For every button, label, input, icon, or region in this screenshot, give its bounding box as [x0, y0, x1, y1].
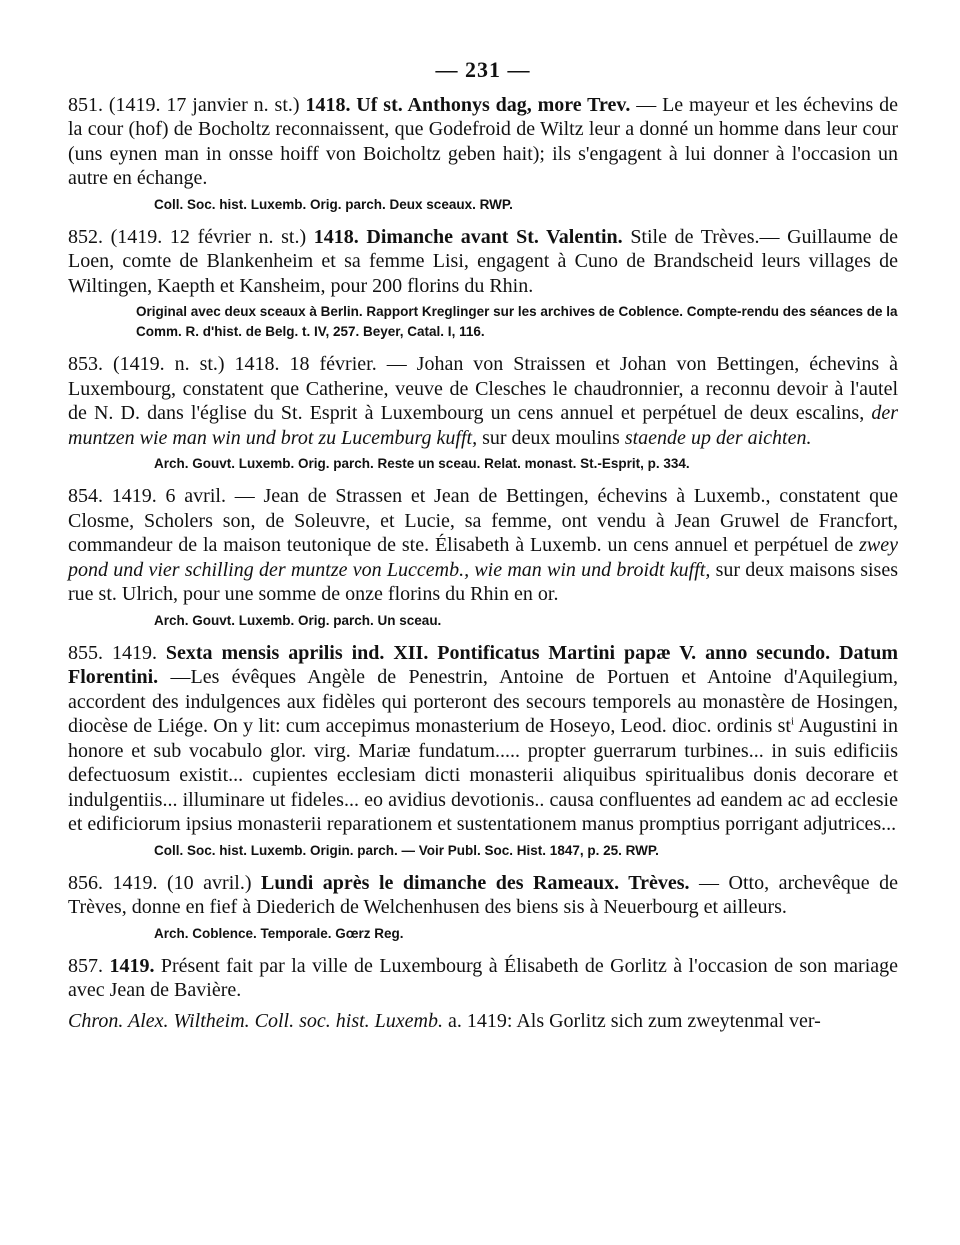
page-number: — 231 — — [435, 57, 531, 82]
document-page — [68, 58, 898, 1033]
entry-number: 851. — [68, 93, 103, 116]
entry-date: 1419. — [109, 954, 155, 977]
entry-body: — Le mayeur et les échevins de la cour (hof) de Bocholtz reconnaissent, que Godefroid de Wiltz leur a donné un homme dans leur cour (uns eynen man in onsse hoiff von Boicholtz geben hait); ils s'engagent à lui donner à l'occasion un autre en échange. — [68, 93, 899, 189]
entry-text — [68, 871, 898, 920]
entry-body-after: sur deux maisons sises rue st. Ulrich, pour une somme de onze florins du Rhin en or. — [68, 558, 898, 605]
entry-text — [68, 93, 898, 191]
entry-body: — Johan von Straissen et Johan von Bettingen, échevins à Luxembourg, constatent que Catherine, veuve de Clesches le chaudronnier, a reconnu devoir à l'autel de N. D. dans l'église du St. Esprit à Luxembourg un cens annuel et perpétuel de deux escalins, — [68, 353, 899, 424]
entry-number: 853. — [68, 353, 103, 375]
entry-body: —Les évêques Angèle de Penestrin, Antoine de Portuen et Antoine d'Aquilegium, accordent des indulgences aux fidèles qui porteront des secours temporels au monastère de Hosingen, diocèse de Liége. On y lit: cum accepimus monasterium de Hoseyo, Leod. dioc. ordinis st — [68, 666, 899, 737]
entry-852 — [68, 225, 898, 343]
entry-854 — [68, 484, 898, 631]
entry-heading: 1418. Uf st. Anthonys dag, more Trev. — [305, 93, 631, 116]
entry-date: (1419. n. st.) 1418. 18 février. — [112, 353, 377, 375]
entry-source: Coll. Soc. hist. Luxemb. Orig. parch. Deux sceaux. RWP. — [154, 196, 513, 212]
entry-851 — [68, 93, 898, 215]
entry-body: — Jean de Strassen et Jean de Bettingen, échevins à Luxemb., constatent que Closme, Scholers son, de Soleuvre, et Lucie, sa femme, ont vendu à Jean Gruwel de Francfort, commandeur de la maison teutonique de ste. Élisabeth à Luxemb. un cens annuel et perpétuel de — [68, 485, 899, 556]
entry-heading: Lundi après le dimanche des Rameaux. Trèves. — [261, 871, 690, 894]
entry-body: Stile de Trèves.— Guillaume de Loen, comte de Blankenheim et sa femme Lisi, engagent à Cuno de Brandscheid leurs villages de Wiltingen, Kaepth et Kansheim, pour 200 florins du Rhin. — [68, 225, 899, 297]
entry-body: — Otto, archevêque de Trèves, donne en fief à Diederich de Welchenhusen des biens sis à Neuerbourg et ailleurs. — [68, 871, 899, 918]
entry-date: (1419. 17 janvier n. st.) — [108, 93, 300, 116]
entry-heading: 1418. Dimanche avant St. Valentin. — [313, 225, 623, 248]
entry-number: 855. — [68, 641, 103, 664]
entry-text — [68, 225, 898, 299]
entry-number: 856. — [68, 871, 103, 894]
entry-source: Arch. Gouvt. Luxemb. Orig. parch. Un sceau. — [154, 612, 442, 628]
entry-heading: Sexta mensis aprilis ind. XII. Pontificatus Martini papæ V. anno secundo. Datum Florentini. — [68, 641, 898, 688]
entry-date: 1419. — [111, 641, 157, 664]
entry-body-middle: sur deux moulins — [482, 426, 620, 449]
entry-source: Arch. Gouvt. Luxemb. Orig. parch. Reste un sceau. Relat. monast. St.-Esprit, p. 334. — [154, 456, 690, 471]
entry-855 — [68, 641, 898, 861]
entry-number: 852. — [68, 225, 103, 248]
entry-date: 1419. 6 avril. — [111, 485, 226, 507]
entry-quote: zwey pond und vier schilling der muntze von Luccemb., wie man win und broidt kufft, — [68, 534, 898, 581]
entry-body: Présent fait par la ville de Luxembourg à Élisabeth de Gorlitz à l'occasion de son mariage avec Jean de Bavière. — [68, 954, 899, 1001]
entry-number: 857. — [68, 954, 103, 977]
entry-number: 854. — [68, 485, 103, 507]
entry-source: Arch. Coblence. Temporale. Gœrz Reg. — [154, 925, 404, 941]
entry-source: Coll. Soc. hist. Luxemb. Origin. parch. — Voir Publ. Soc. Hist. 1847, p. 25. RWP. — [154, 842, 659, 858]
entry-quote: staende up der aichten. — [624, 426, 812, 449]
entry-text — [68, 352, 898, 450]
entry-quote: der muntzen wie man win und brot zu Lucemburg kufft, — [68, 402, 899, 449]
chronicle-text: a. 1419: Als Gorlitz sich zum zweytenmal ver- — [447, 1009, 821, 1032]
entry-date: 1419. (10 avril.) — [112, 871, 252, 894]
entry-856 — [68, 871, 898, 944]
chronicle-quote-line — [68, 1009, 898, 1034]
entry-text — [68, 484, 898, 607]
entry-body-after: Augustini in honore et sub vocabulo glor. virg. Mariæ fundatum..... propter guerrarum turbines... in suis edificiis defectuosum existit... cupientes ecclesiam dicti monasterii aliquibus spiritualibus donis decorare et indulgentiis... illuminare ut fideles... eo avidius devotionis.. causa confluentes ad eandem ac ad ecclesie et edificiorum ipsius monasterii reparationem et sustentationem manus promptius porrigant adjutrices... — [68, 715, 898, 835]
entry-date: (1419. 12 février n. st.) — [110, 225, 307, 248]
superscript: i — [790, 715, 795, 728]
entry-857 — [68, 954, 898, 1034]
entry-853 — [68, 352, 898, 474]
entry-text — [68, 954, 898, 1003]
entry-text — [68, 641, 898, 837]
entry-source: Original avec deux sceaux à Berlin. Rapport Kreglinger sur les archives de Coblence. Compte-rendu des séances de la Comm. R. d'hist. de Belg. t. IV, 257. Beyer, Catal. I, 116. — [136, 304, 898, 339]
chronicle-label: Chron. Alex. Wiltheim. Coll. soc. hist. Luxemb. — [68, 1009, 443, 1032]
